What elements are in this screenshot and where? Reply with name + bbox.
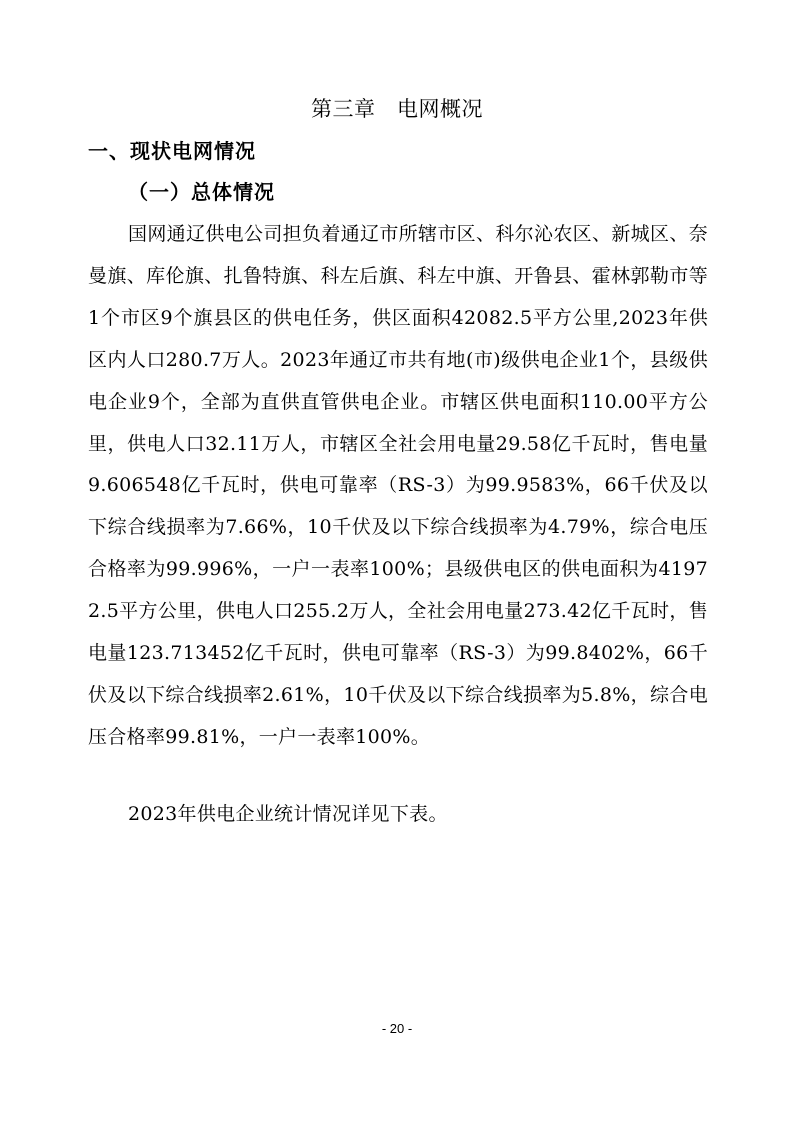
page-number: - 20 - [381, 1021, 413, 1036]
subsection-heading: （一）总体情况 [128, 180, 275, 204]
overview-paragraph: 国网通辽供电公司担负着通辽市所辖市区、科尔沁农区、新城区、奈曼旗、库伦旗、扎鲁特旗、科左后旗、科左中旗、开鲁县、霍林郭勒市等1个市区9个旗县区的供电任务，供区面积42082.5平方公里,2023年供区内人口280.7万人。2023年通辽市共有地(市)级供电企业1个，县级供电企业9个，全部为直供直管供电企业。市辖区供电面积110.00平方公里，供电人口32.11万人，市辖区全社会用电量29.58亿千瓦时，售电量9.606548亿千瓦时，供电可靠率（RS-3）为99.9583%，66千伏及以下综合线损率为7.66%，10千伏及以下综合线损率为4.79%，综合电压合格率为99.996%，一户一表率100%；县级供电区的供电面积为41972.5平方公里，供电人口255.2万人，全社会用电量273.42亿千瓦时，售电量123.713452亿千瓦时，供电可靠率（RS-3）为99.8402%，66千伏及以下综合线损率2.61%，10千伏及以下综合线损率为5.8%，综合电压合格率99.81%，一户一表率100%。 [88, 223, 708, 748]
table-reference-paragraph: 2023年供电企业统计情况详见下表。 [128, 803, 448, 825]
section-heading: 一、现状电网情况 [88, 139, 256, 163]
chapter-title: 第三章 电网概况 [311, 97, 483, 121]
